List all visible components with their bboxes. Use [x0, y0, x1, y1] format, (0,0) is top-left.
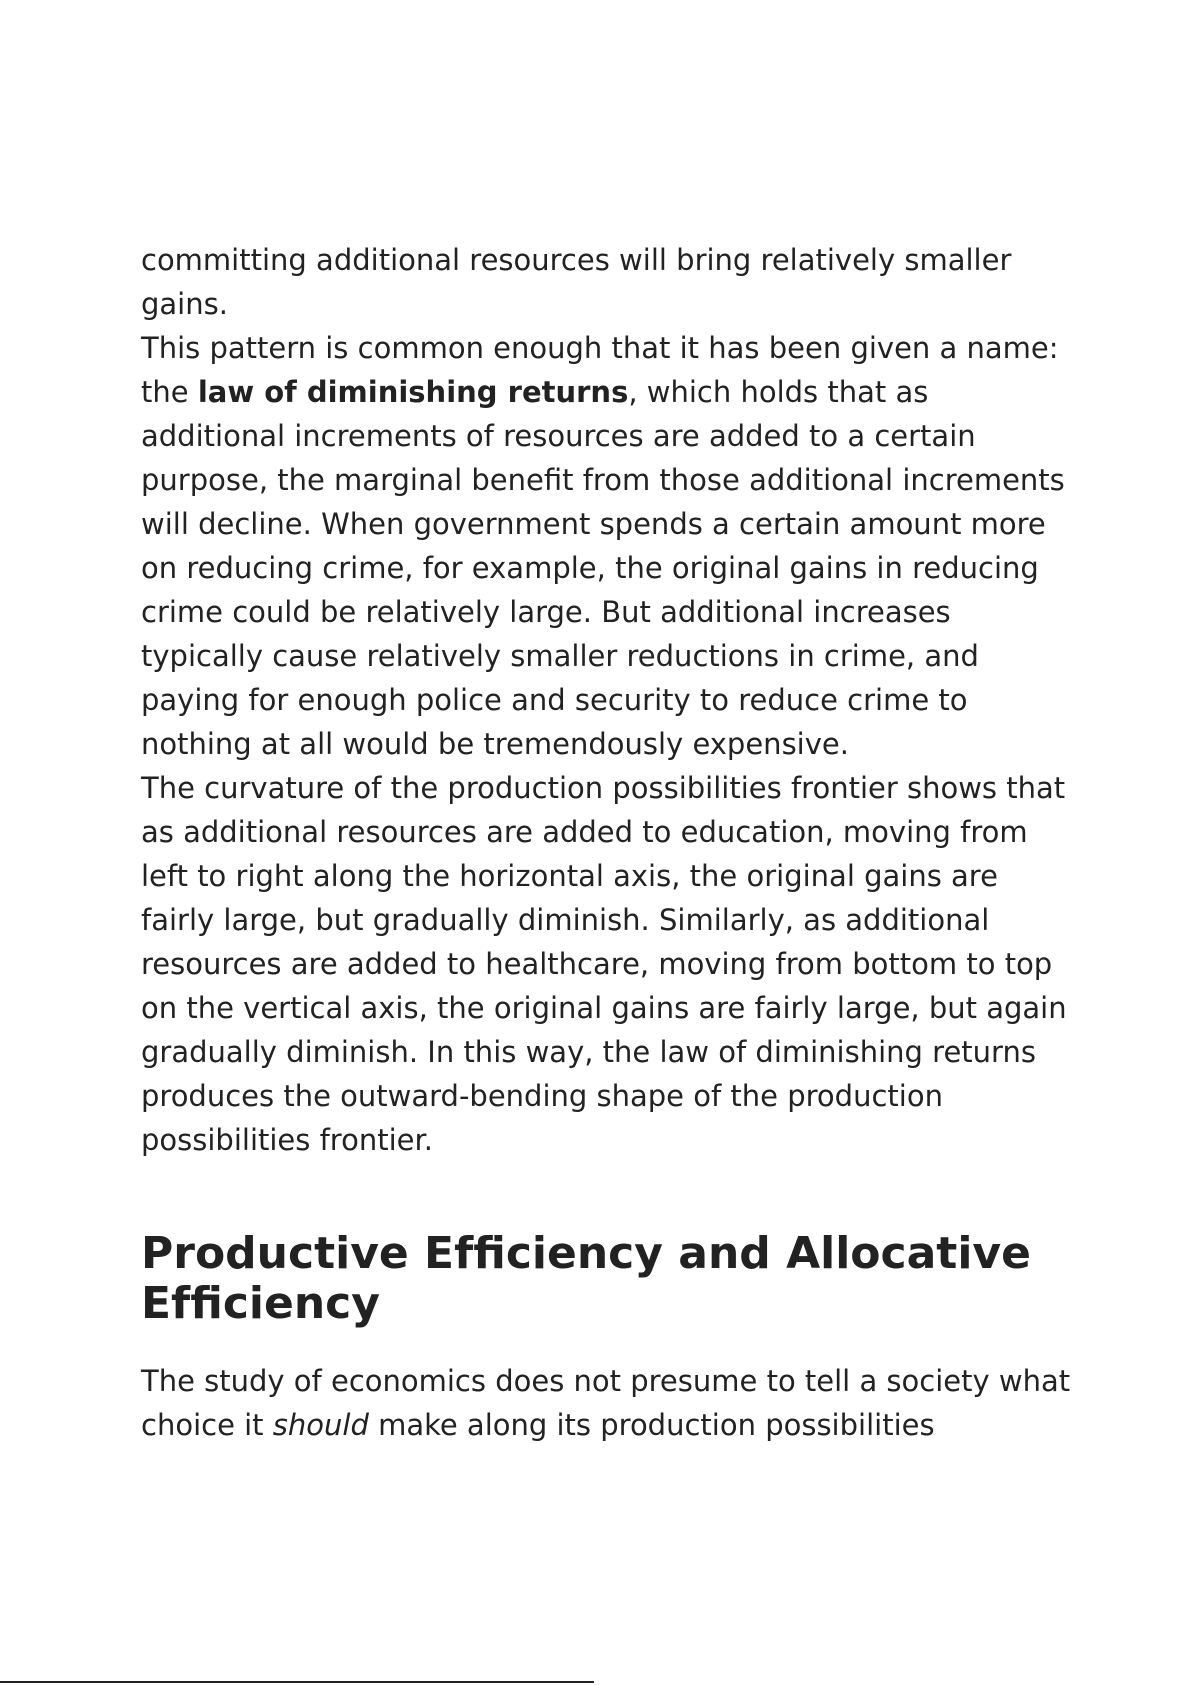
- footnote-divider: [0, 1681, 594, 1683]
- paragraph-text: This pattern is common enough that it has been given a name: the: [141, 331, 1059, 409]
- key-term-law-of-diminishing-returns: law of diminishing returns: [197, 375, 629, 409]
- paragraph-text: The study of economics does not presume to tell a society what choice it: [141, 1364, 1071, 1442]
- document-body: [141, 238, 1076, 1447]
- paragraph-diminishing-gains: committing additional resources will bring relatively smaller gains.: [141, 243, 1012, 321]
- emphasis-should: should: [272, 1408, 369, 1442]
- paragraph-text: make along its production possibilities: [368, 1408, 935, 1442]
- paragraph-law-definition: [141, 326, 1076, 766]
- paragraph-frontier-curvature: The curvature of the production possibilities frontier shows that as additional resources are added to education, moving from left to right along the horizontal axis, the original gains are fairly large, but gradually diminish. Similarly, as additional resources are added to healthcare, moving from bottom to top on the vertical axis, the original gains are fairly large, but again gradually diminish. In this way, the law of diminishing returns produces the outward-bending shape of the production possibilities frontier.: [141, 771, 1067, 1157]
- paragraph-economics-choice: [141, 1359, 1076, 1447]
- section-heading: Productive Efﬁciency and Allocative Efﬁciency: [141, 1228, 1031, 1329]
- paragraph-text: , which holds that as additional increments of resources are added to a certain purpose, the marginal benefit from those additional increments will decline. When government spends a certain amount more on reducing crime, for example, the original gains in reducing crime could be relatively large. But additional increases typically cause relatively smaller reductions in crime, and paying for enough police and security to reduce crime to nothing at all would be tremendously expensive.: [141, 375, 1065, 761]
